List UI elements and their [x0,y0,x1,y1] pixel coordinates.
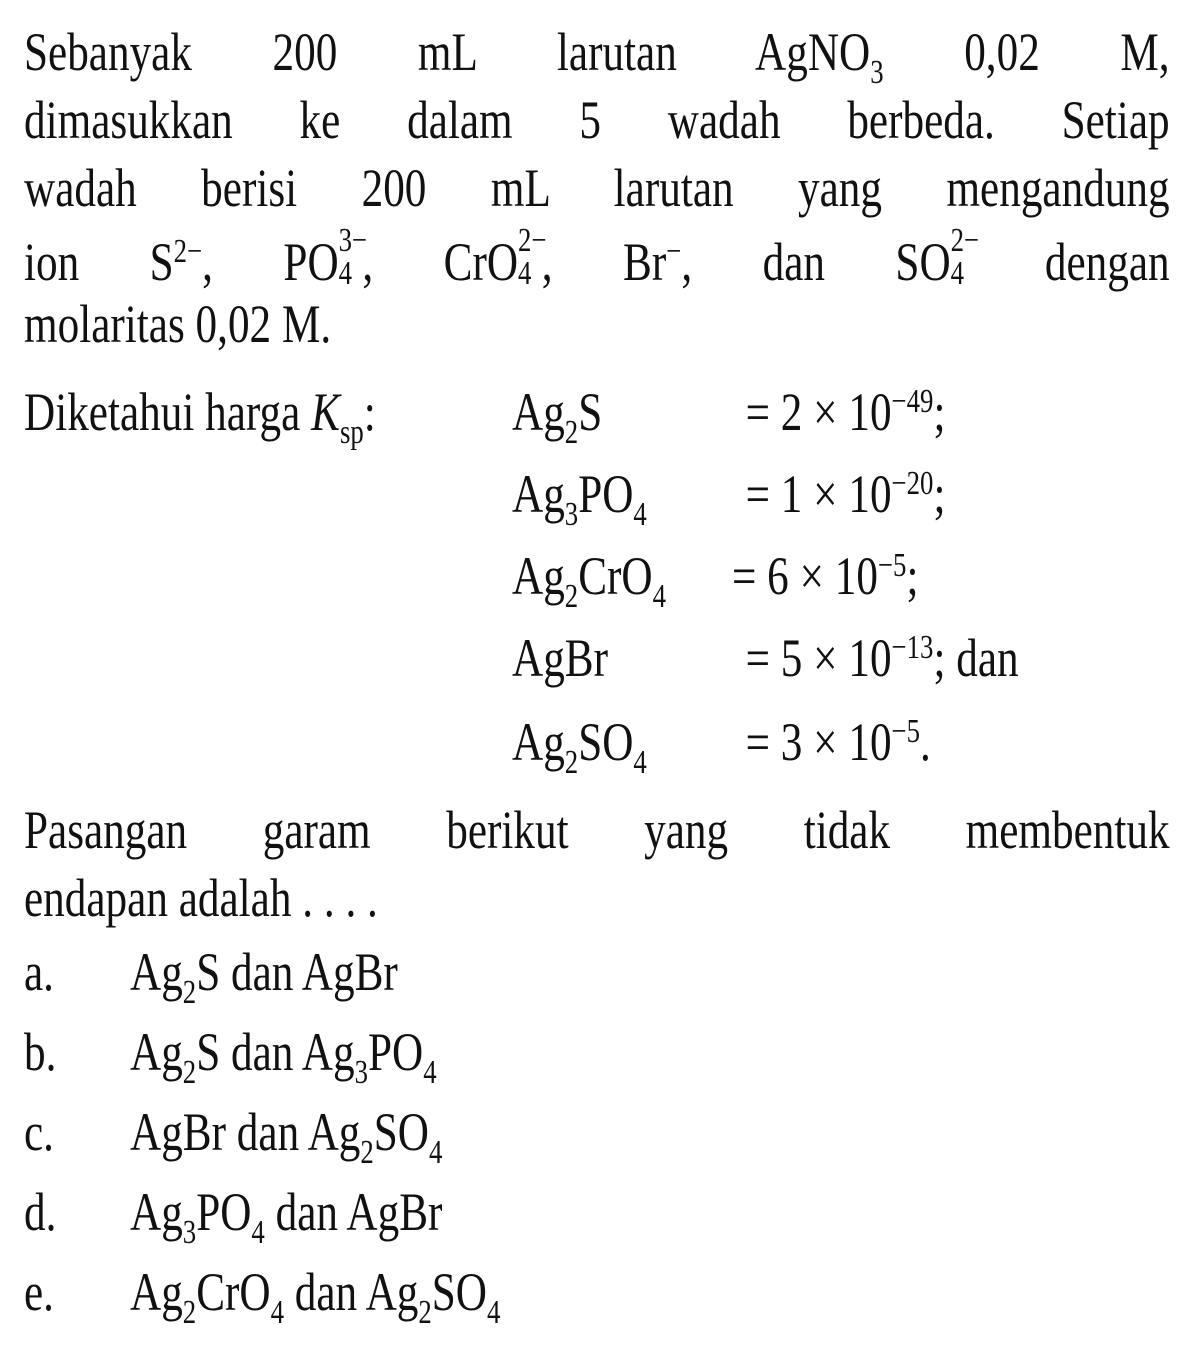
ksp-subscript: sp [339,413,364,451]
ksp-colon: : [363,382,376,442]
intro-line-2: dimasukkan ke dalam 5 wadah berbeda. Setiap [24,90,1170,150]
intro-text: , CrO [362,232,519,292]
ksp-row-agbr [512,628,1072,698]
ksp-formula: AgBr [512,628,608,688]
intro-line-1 [24,22,1170,91]
ion-index-charge [518,221,547,293]
ksp-row-ag2cro4 [512,546,1072,616]
option-text: AgBr dan $Ag_2SO_4$ [130,1102,443,1171]
ksp-value: = $3 \times 10^{-5}$. [745,712,931,772]
charge-superscript: 2− [173,232,203,270]
ksp-value: = $1 \times 10^{-20}$; [745,464,946,524]
ksp-symbol: K [311,382,340,442]
ksp-row-ag2s [512,382,1072,452]
subscript: 4 [950,255,965,293]
option-letter: a. [24,942,54,1002]
charge-superscript: 3− [338,221,368,259]
ksp-label-text: Diketahui harga [24,382,312,442]
ksp-formula: $Ag_3PO_4$ [512,464,647,533]
option-letter: d. [24,1182,57,1242]
intro-line-4-ions [24,221,1170,293]
intro-text: 0,02 M, [883,22,1170,82]
intro-text: , PO [202,232,339,292]
charge-superscript: − [666,232,682,270]
option-text: $Ag_3PO_4$ dan AgBr [130,1182,443,1251]
intro-text: Sebanyak 200 mL larutan AgNO [24,22,871,82]
ion-index-charge [950,221,980,293]
option-text: $Ag_2S$ dan $Ag_3PO_4$ [130,1022,437,1091]
ksp-label [24,382,376,451]
charge-superscript: 2− [950,221,980,259]
intro-line-5: molaritas 0,02 M. [24,294,332,354]
charge-superscript: 2− [518,221,547,259]
subscript: 4 [338,255,353,293]
ksp-row-ag3po4 [512,464,1072,534]
intro-text: ion S [24,232,174,292]
ksp-value: = $2 \times 10^{-49}$; [745,382,946,442]
ksp-formula: $Ag_2CrO_4$ [512,546,666,615]
option-letter: b. [24,1022,57,1082]
option-letter: e. [24,1262,54,1322]
subscript: 3 [870,53,884,91]
intro-text: , dan SO [681,232,951,292]
option-letter: c. [24,1102,54,1162]
intro-text: dengan [974,232,1170,292]
prompt-line-2: endapan adalah . . . . [24,868,378,928]
intro-text: , Br [541,232,667,292]
ksp-value: = $5 \times 10^{-13}$; dan [745,628,1019,688]
prompt-line-1: Pasangan garam berikut yang tidak membentuk [24,800,1170,860]
ksp-row-ag2so4 [512,712,1072,782]
ksp-formula: $Ag_2S$ [512,382,603,451]
ksp-value: = $6 \times 10^{-5}$; [732,546,919,606]
ion-index-charge [338,221,368,293]
option-text: $Ag_2S$ dan AgBr [130,942,398,1011]
ksp-formula: $Ag_2SO_4$ [512,712,647,781]
subscript: 4 [518,255,532,293]
option-text: $Ag_2CrO_4$ dan $Ag_2SO_4$ [130,1262,501,1331]
intro-line-3: wadah berisi 200 mL larutan yang mengandung [24,158,1170,218]
